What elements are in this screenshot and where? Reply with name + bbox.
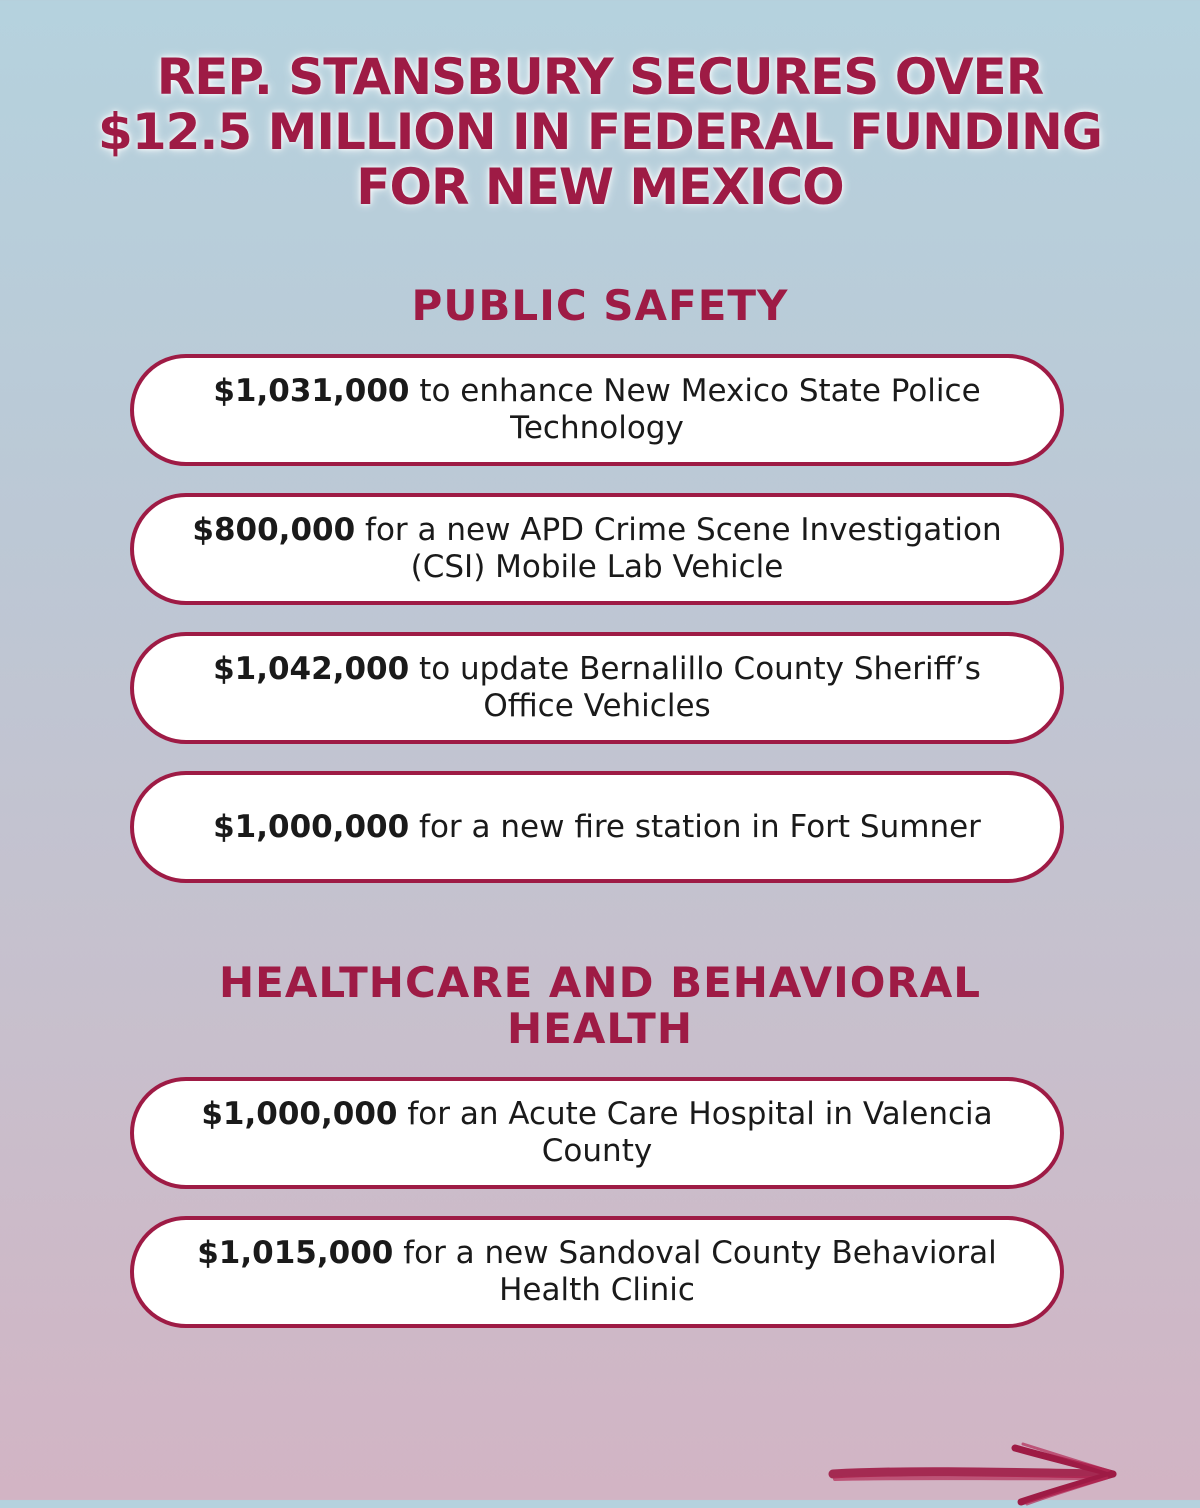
page-title — [0, 50, 1200, 215]
funding-card-bernalillo-sheriff — [130, 632, 1064, 744]
funding-card-text — [213, 809, 981, 846]
funding-description: for an Acute Care Hospital in Valencia County — [397, 1096, 993, 1169]
funding-card-text — [174, 1235, 1020, 1309]
funding-card-text — [174, 1096, 1020, 1170]
funding-card-text — [174, 651, 1020, 725]
section-heading-healthcare — [0, 960, 1200, 1052]
funding-card-text — [174, 373, 1020, 447]
section-heading-line: HEALTH — [507, 1004, 693, 1053]
funding-card-apd-csi — [130, 493, 1064, 605]
section-heading-line: PUBLIC SAFETY — [411, 281, 789, 330]
funding-description: to update Bernalillo County Sheriff’s Office Vehicles — [409, 651, 981, 724]
funding-description: for a new Sandoval County Behavioral Health Clinic — [393, 1235, 997, 1308]
funding-amount: $1,000,000 — [201, 1096, 398, 1132]
title-line-2: $12.5 MILLION IN FEDERAL FUNDING — [98, 103, 1102, 161]
funding-description: for a new APD Crime Scene Investigation (CSI) Mobile Lab Vehicle — [355, 512, 1002, 585]
funding-card-fort-sumner-fire — [130, 771, 1064, 883]
title-line-1: REP. STANSBURY SECURES OVER — [156, 48, 1044, 106]
funding-description: for a new fire station in Fort Sumner — [409, 808, 981, 845]
funding-amount: $1,015,000 — [197, 1235, 394, 1271]
funding-card-text — [174, 512, 1020, 586]
funding-amount: $800,000 — [192, 512, 356, 548]
section-heading-line: HEALTHCARE AND BEHAVIORAL — [218, 958, 982, 1007]
funding-amount: $1,031,000 — [213, 373, 410, 409]
funding-amount: $1,042,000 — [213, 651, 410, 687]
section-heading-public-safety — [0, 283, 1200, 329]
funding-card-valencia-hospital — [130, 1077, 1064, 1189]
title-line-3: FOR NEW MEXICO — [356, 158, 844, 216]
funding-card-state-police — [130, 354, 1064, 466]
funding-card-sandoval-clinic — [130, 1216, 1064, 1328]
funding-amount: $1,000,000 — [213, 808, 410, 845]
hand-drawn-arrow-right-icon[interactable] — [825, 1438, 1125, 1508]
funding-description: to enhance New Mexico State Police Technology — [409, 373, 981, 446]
